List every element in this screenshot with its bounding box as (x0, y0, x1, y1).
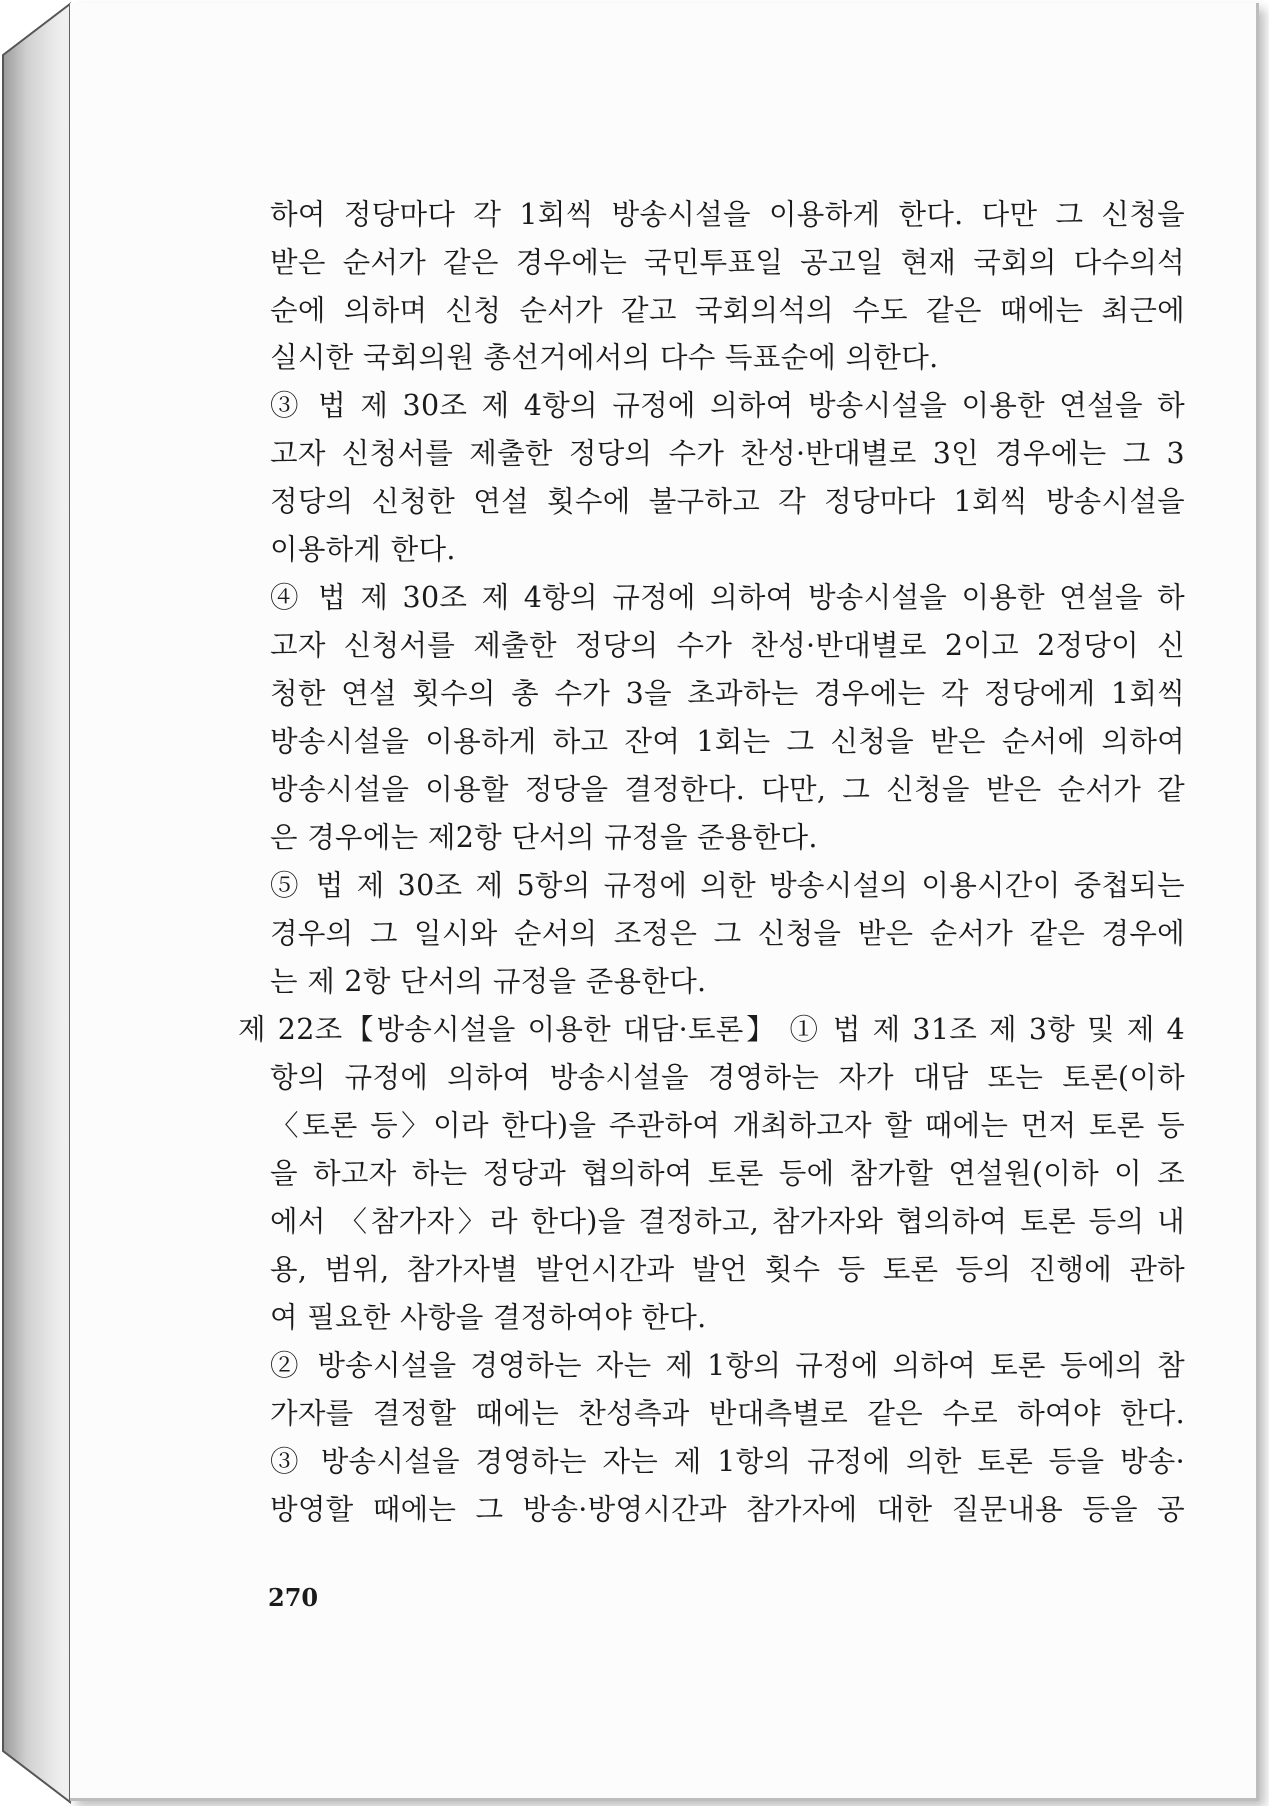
text-line: 방영할 때에는 그 방송·방영시간과 참가자에 대한 질문내용 등을 공 (270, 1493, 1185, 1526)
text-line: 방송시설을 이용하게 하고 잔여 1회는 그 신청을 받은 순서에 의하여 (270, 725, 1185, 758)
paragraph-5-line: ⑤ 법 제 30조 제 5항의 규정에 의한 방송시설의 이용시간이 중첩되는 (270, 869, 1185, 902)
text-line: 항의 규정에 의하여 방송시설을 경영하는 자가 대담 또는 토론(이하 (270, 1061, 1185, 1094)
text-line: 받은 순서가 같은 경우에는 국민투표일 공고일 현재 국회의 다수의석 (270, 246, 1185, 279)
text-line: 방송시설을 이용할 정당을 결정한다. 다만, 그 신청을 받은 순서가 같 (270, 773, 1185, 806)
text-line: 을 하고자 하는 정당과 협의하여 토론 등에 참가할 연설원(이하 이 조 (270, 1157, 1185, 1190)
text-line: 〈토론 등〉이라 한다)을 주관하여 개최하고자 할 때에는 먼저 토론 등 (270, 1109, 1185, 1142)
text-line: 가자를 결정할 때에는 찬성측과 반대측별로 같은 수로 하여야 한다. (270, 1397, 1185, 1430)
text-line: 은 경우에는 제2항 단서의 규정을 준용한다. (270, 821, 818, 854)
book-page (70, 3, 1259, 1801)
paragraph-4-line: ④ 법 제 30조 제 4항의 규정에 의하여 방송시설을 이용한 연설을 하 (270, 581, 1185, 614)
text-line: 청한 연설 횟수의 총 수가 3을 초과하는 경우에는 각 정당에게 1회씩 (270, 677, 1185, 710)
text-line: 여 필요한 사항을 결정하여야 한다. (270, 1301, 707, 1334)
text-line: 고자 신청서를 제출한 정당의 수가 찬성·반대별로 2이고 2정당이 신 (270, 629, 1185, 662)
paragraph-3-line: ③ 방송시설을 경영하는 자는 제 1항의 규정에 의한 토론 등을 방송· (270, 1445, 1185, 1478)
article-22-heading: 제 22조【방송시설을 이용한 대담·토론】 ① 법 제 31조 제 3항 및 제 4 (238, 1013, 1185, 1046)
text-line: 정당의 신청한 연설 횟수에 불구하고 각 정당마다 1회씩 방송시설을 (270, 485, 1185, 518)
text-line: 순에 의하며 신청 순서가 같고 국회의석의 수도 같은 때에는 최근에 (270, 294, 1185, 327)
text-line: 경우의 그 일시와 순서의 조정은 그 신청을 받은 순서가 같은 경우에 (270, 917, 1185, 950)
text-line: 하여 정당마다 각 1회씩 방송시설을 이용하게 한다. 다만 그 신청을 (270, 198, 1185, 231)
paragraph-3-line: ③ 법 제 30조 제 4항의 규정에 의하여 방송시설을 이용한 연설을 하 (270, 389, 1185, 422)
text-line: 고자 신청서를 제출한 정당의 수가 찬성·반대별로 3인 경우에는 그 3 (270, 437, 1185, 470)
text-line: 이용하게 한다. (270, 533, 456, 566)
text-line: 는 제 2항 단서의 규정을 준용한다. (270, 965, 707, 998)
paragraph-2-line: ② 방송시설을 경영하는 자는 제 1항의 규정에 의하여 토론 등에의 참 (270, 1349, 1185, 1382)
text-line: 용, 범위, 참가자별 발언시간과 발언 횟수 등 토론 등의 진행에 관하 (270, 1253, 1185, 1286)
text-line: 실시한 국회의원 총선거에서의 다수 득표순에 의한다. (270, 341, 939, 374)
text-line: 에서 〈참가자〉라 한다)을 결정하고, 참가자와 협의하여 토론 등의 내 (270, 1205, 1185, 1238)
page-number: 270 (268, 1583, 319, 1612)
